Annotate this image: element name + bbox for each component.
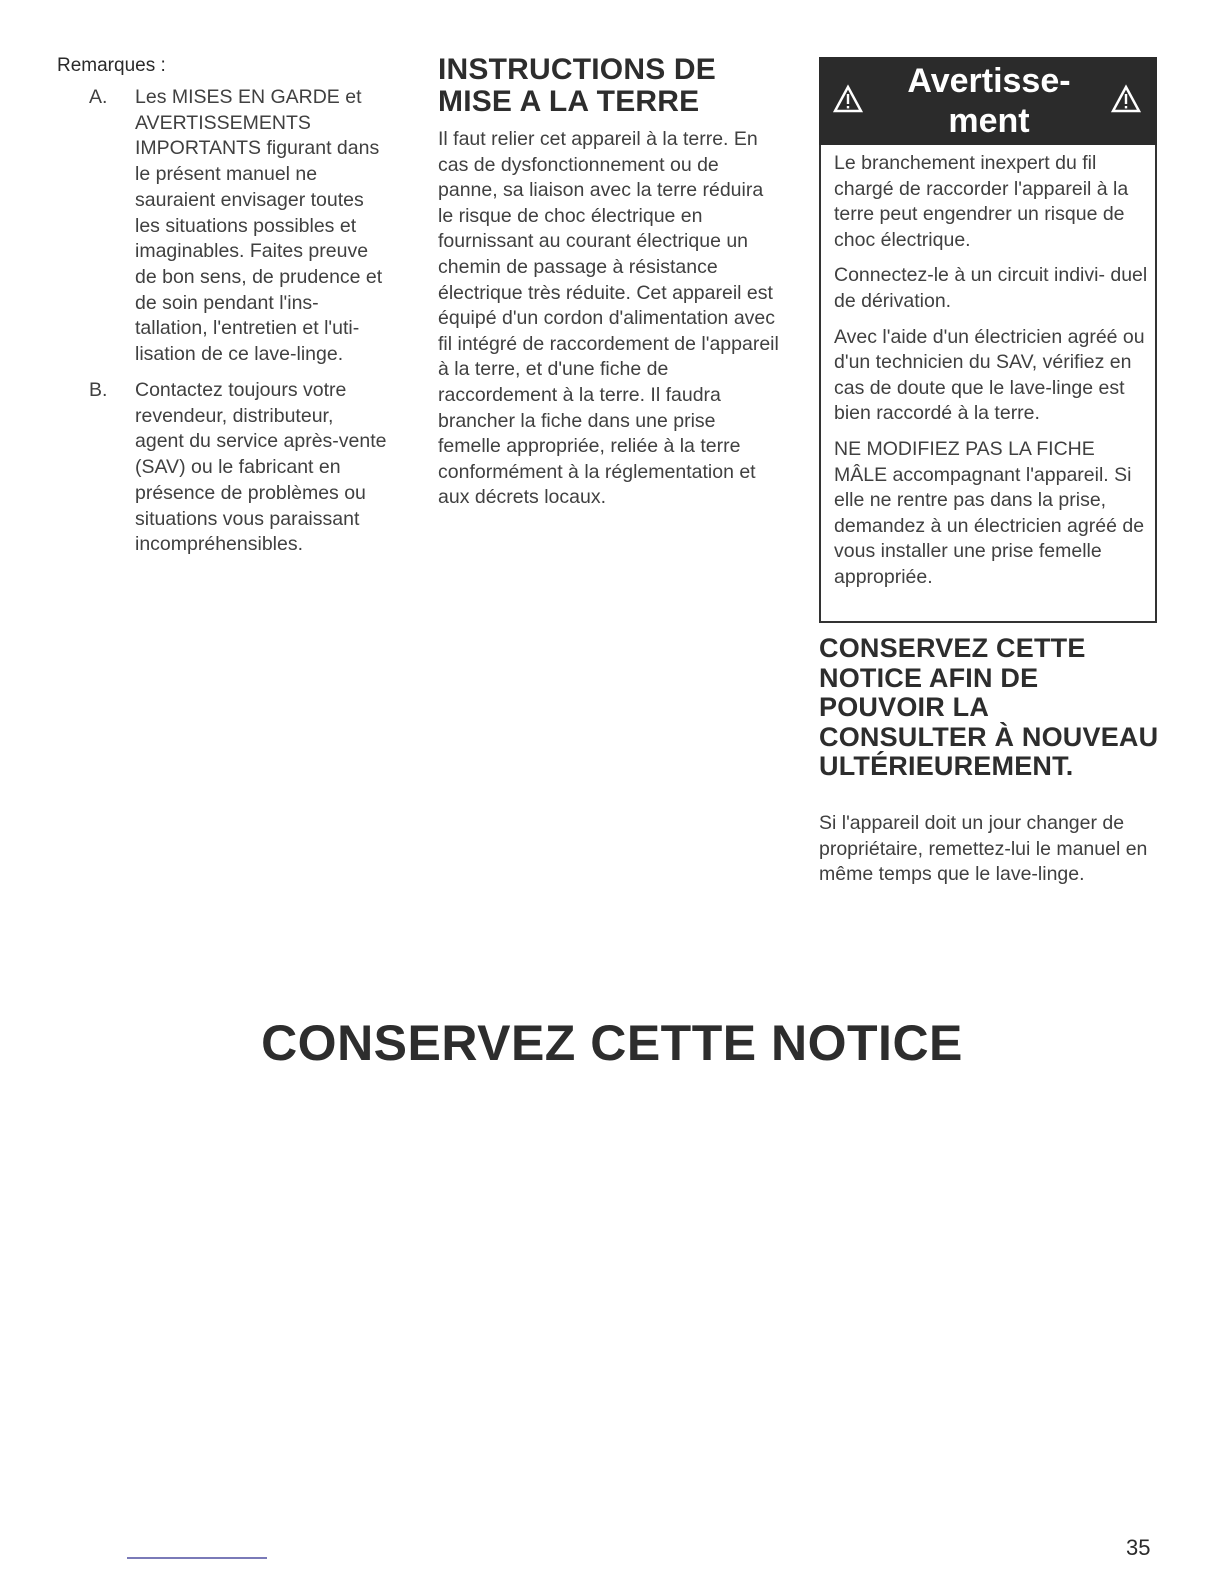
keep-notice-body: Si l'appareil doit un jour changer de propriétaire, remettez-lui le manuel en même temps que le lave-linge.: [819, 812, 1148, 886]
grounding-body: Il faut relier cet appareil à la terre. En cas de dysfonctionnement ou de panne, sa liaison avec la terre réduira le risque de choc électrique en fournissant au courant électrique un chemin de passage à résistance électrique très réduite. Cet appareil est équipé d'un cordon d'alimentation avec fil intégré de raccordement de l'appareil à la terre, et d'une fiche de raccordement à la terre. Il faudra brancher la fiche dans une prise femelle appropriée, reliée à la terre conformément à la réglementation et aux décrets locaux.: [438, 128, 779, 509]
warning-paragraph-3: Avec l'aide d'un électricien agréé ou d'un technicien du SAV, vérifiez en cas de doute que le lave-linge est bien raccordé à la terre.: [834, 325, 1145, 425]
keep-notice-title: CONSERVEZ CETTE NOTICE AFIN DE POUVOIR LA CONSULTER À NOUVEAU ULTÉRIEUREMENT.: [819, 633, 1159, 782]
warning-header: [819, 57, 1157, 145]
remark-letter-a: A.: [89, 86, 108, 108]
warning-triangle-icon: [1111, 84, 1141, 114]
remark-text-a: Les MISES EN GARDE et AVERTISSEMENTS IMPORTANTS figurant dans le présent manuel ne sauraient envisager toutes les situations possibles et imaginables. Faites preuve de bon sens, de prudence et de soin pendant l'ins- tallation, l'entretien et l'uti- lisation de ce lave-linge.: [135, 86, 383, 366]
warning-paragraph-2: Connectez-le à un circuit indivi- duel de dérivation.: [834, 264, 1148, 312]
footer-title: CONSERVEZ CETTE NOTICE: [261, 1015, 963, 1071]
warning-paragraph-4: NE MODIFIEZ PAS LA FICHE MÂLE accompagnant l'appareil. Si elle ne rentre pas dans la prise, demandez à un électricien agréé de vous installer une prise femelle appropriée.: [834, 437, 1145, 588]
warning-title: Avertisse- ment: [907, 62, 1071, 140]
footer-rule: [127, 1557, 267, 1559]
remarks-title: Remarques :: [57, 55, 166, 76]
remark-text-b: Contactez toujours votre revendeur, distributeur, agent du service après-vente (SAV) ou le fabricant en présence de problèmes ou situations vous paraissant incompréhensibles.: [135, 379, 387, 556]
remark-letter-b: B.: [89, 379, 108, 401]
warning-body: [834, 151, 1152, 601]
warning-triangle-icon: [833, 84, 863, 114]
remark-item-a: [89, 85, 387, 368]
grounding-title: INSTRUCTIONS DE MISE A LA TERRE: [438, 53, 717, 118]
warning-paragraph-1: Le branchement inexpert du fil chargé de raccorder l'appareil à la terre peut engendrer un risque de choc électrique.: [834, 152, 1129, 251]
page-number: 35: [1126, 1535, 1151, 1560]
remark-item-b: [89, 378, 387, 558]
